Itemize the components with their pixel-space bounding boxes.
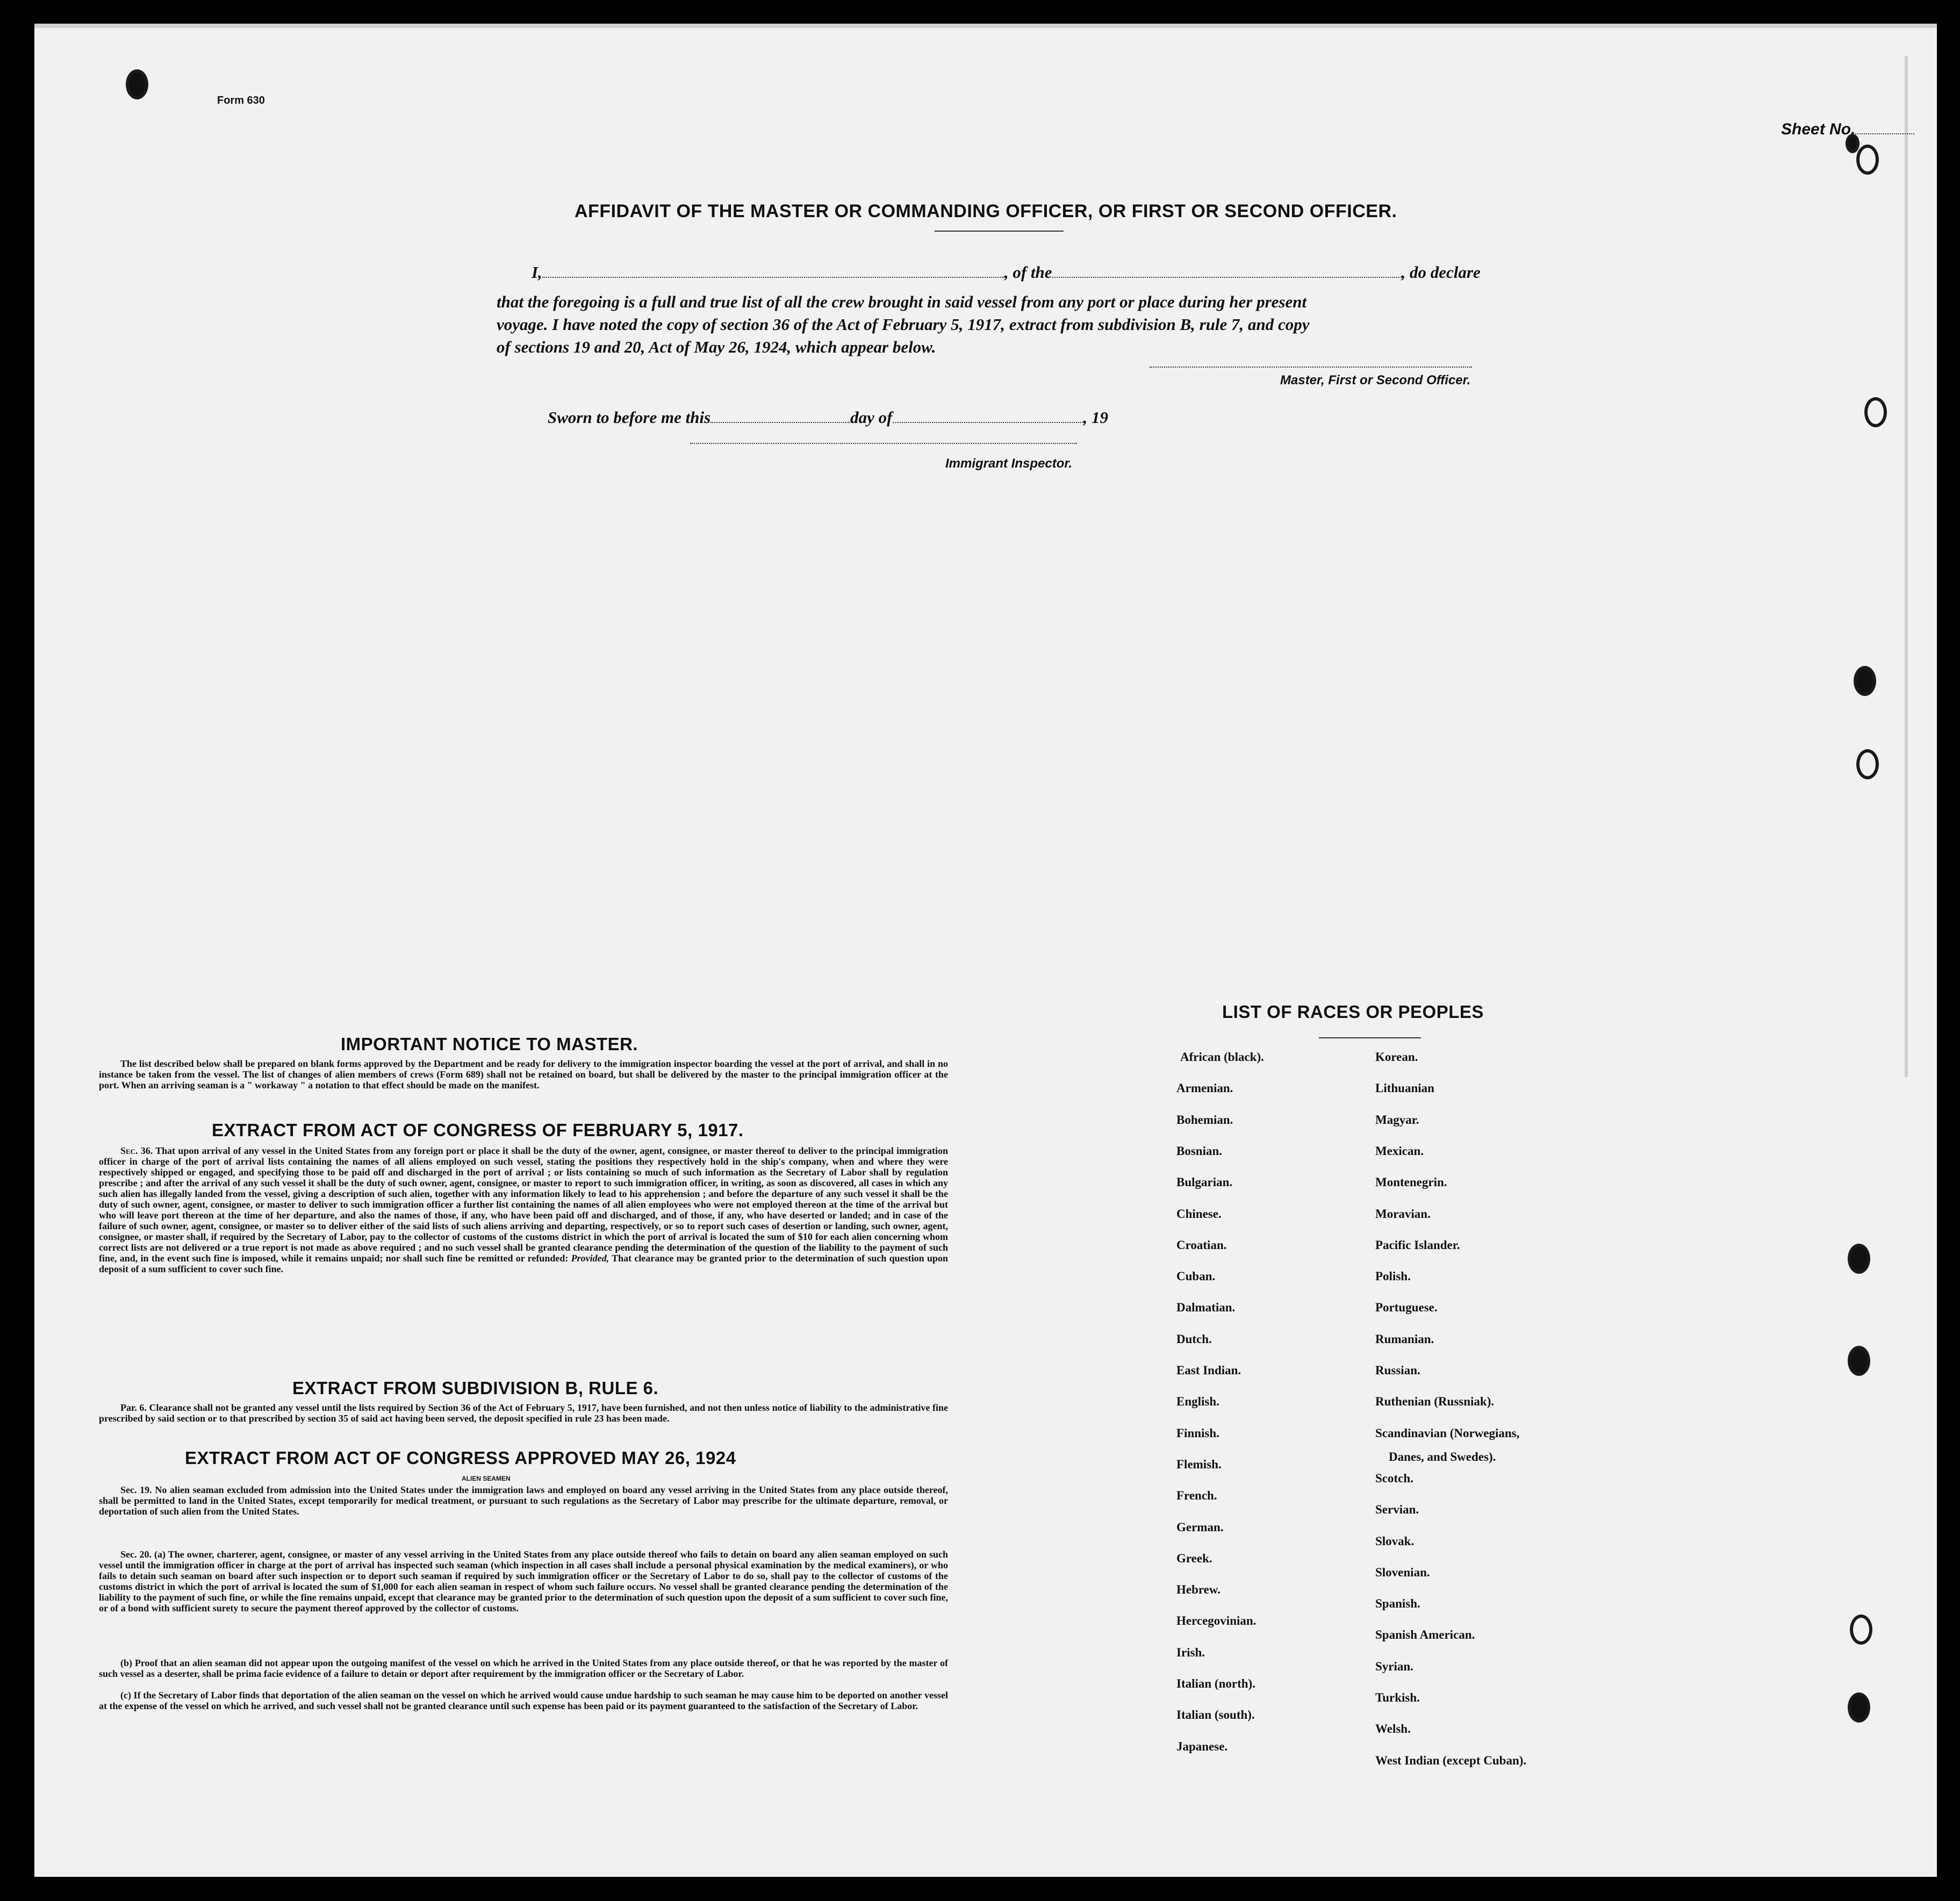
punch-hole xyxy=(1848,1346,1870,1376)
race-item: Slovak. xyxy=(1375,1534,1415,1548)
punch-hole xyxy=(1854,666,1876,696)
punch-hole xyxy=(126,69,148,99)
extract-1924-sec19: Sec. 19. No alien seaman excluded from admission into the United States under the immigration laws and employed on board any vessel arriving in the United States from any place outside thereof, shall be permitted to land in the United States, except temporarily for medical treatment, or pursuant to such regulations as the Secretary of Labor may prescribe for the ultimate departure, removal, or deportation of such alien from the United States. xyxy=(99,1484,948,1517)
race-item: Dutch. xyxy=(1176,1332,1212,1346)
affidavit-line-4: of sections 19 and 20, Act of May 26, 1924, which appear below. xyxy=(497,338,936,356)
races-title: LIST OF RACES OR PEOPLES xyxy=(1222,1002,1484,1022)
race-item: Cuban. xyxy=(1176,1269,1216,1283)
affidavit-line-2: that the foregoing is a full and true list of all the crew brought in said vessel from any port or place during her present xyxy=(497,292,1307,311)
affidavit-title: AFFIDAVIT OF THE MASTER OR COMMANDING OFFICER, OR FIRST OR SECOND OFFICER. xyxy=(575,201,1397,221)
races-title-rule xyxy=(1319,1037,1421,1038)
document-sheet xyxy=(34,24,1937,1877)
punch-hole xyxy=(1850,1615,1872,1645)
race-item: Hercegovinian. xyxy=(1176,1614,1257,1628)
race-item: West Indian (except Cuban). xyxy=(1375,1753,1527,1767)
race-item: Slovenian. xyxy=(1375,1565,1430,1579)
signature-line xyxy=(1150,367,1472,368)
extract-1924-sec20a: Sec. 20. (a) The owner, charterer, agent, consignee, or master of any vessel arriving in the United States from any place outside thereof who fails to detain on board any alien seaman employed on such vessel until the immigration officer in charge at the port of arrival has inspected such seaman (which inspection in all cases shall include a personal physical examination by the medical examiners), or who fails to detain such seaman on board after such inspection or to deport such seaman if required by such immigration officer or the Secretary of Labor to do so, shall pay to the collector of customs of the customs district in which the port of arrival is located the sum of $1,000 for each alien seaman in respect of whom such failure occurs. No vessel shall be granted clearance pending the determination of the liability to the payment of such fine, or while the fine remains unpaid, except that clearance may be granted prior to the determination of such question upon the deposit of a sum sufficient to cover such fine, or of a bond with sufficient surety to secure the payment thereof approved by the collector of customs. xyxy=(99,1549,948,1613)
race-item: Rumanian. xyxy=(1375,1332,1434,1346)
race-item: Moravian. xyxy=(1375,1207,1431,1221)
sheet-number: Sheet No. xyxy=(1781,120,1914,139)
extract-rule6-title: EXTRACT FROM SUBDIVISION B, RULE 6. xyxy=(292,1378,659,1398)
sworn-date-blank[interactable] xyxy=(710,422,850,423)
race-item: Montenegrin. xyxy=(1375,1175,1447,1189)
race-item: Portuguese. xyxy=(1375,1301,1438,1315)
race-item: Bulgarian. xyxy=(1176,1175,1233,1189)
race-item: Irish. xyxy=(1176,1645,1205,1659)
extract-1924-subtitle: ALIEN SEAMEN xyxy=(462,1475,511,1482)
notice-body: The list described below shall be prepared on blank forms approved by the Department and be ready for delivery to the immigration inspector boarding the vessel at the port of arrival, and shall in no instance be taken from the vessel. The list of changes of alien members of crews (Form 689) shall not be retained on board, but shall be delivered by the master to the principal immigration officer at the port. When an arriving seaman is a " workaway " a notation to that effect should be made on the manifest. xyxy=(99,1058,948,1091)
race-item: Hebrew. xyxy=(1176,1583,1220,1597)
race-item: English. xyxy=(1176,1395,1219,1409)
race-item: Lithuanian xyxy=(1375,1081,1434,1095)
extract-rule6-body: Par. 6. Clearance shall not be granted any vessel until the lists required by Section 36 of the Act of February 5, 1917, have been furnished, and not then unless notice of liability to the administrative fine prescribed by said section or to that prescribed by section 35 of said act having been served, the deposit specified in rule 23 has been made. xyxy=(99,1402,948,1424)
race-item: Dalmatian. xyxy=(1176,1301,1236,1315)
race-item: French. xyxy=(1176,1489,1217,1503)
race-item: Flemish. xyxy=(1176,1457,1222,1471)
race-item: Korean. xyxy=(1375,1050,1418,1064)
extract-1917-title: EXTRACT FROM ACT OF CONGRESS OF FEBRUARY 5, 1917. xyxy=(212,1120,744,1140)
name-blank[interactable] xyxy=(542,277,1004,278)
race-item: Polish. xyxy=(1375,1269,1411,1283)
punch-hole xyxy=(1848,1692,1870,1723)
race-item: Armenian. xyxy=(1176,1081,1233,1095)
race-item: Magyar. xyxy=(1375,1113,1419,1127)
race-item: Ruthenian (Russniak). xyxy=(1375,1395,1495,1409)
race-item: Russian. xyxy=(1375,1364,1420,1377)
race-item: Servian. xyxy=(1375,1503,1419,1517)
race-item: Spanish. xyxy=(1375,1597,1420,1611)
affidavit-line-3: voyage. I have noted the copy of section 36 of the Act of February 5, 1917, extract from subdivision B, rule 7, and copy xyxy=(497,315,1310,334)
race-item: Bohemian. xyxy=(1176,1113,1233,1127)
race-item: Syrian. xyxy=(1375,1659,1413,1673)
punch-hole xyxy=(1864,397,1887,427)
sheet-edge-top xyxy=(34,24,1937,28)
race-item: German. xyxy=(1176,1520,1224,1534)
sheet-edge-right xyxy=(1905,56,1908,1077)
notice-title: IMPORTANT NOTICE TO MASTER. xyxy=(341,1034,638,1054)
race-item: Mexican. xyxy=(1375,1144,1424,1158)
sworn-line: Sworn to before me this day of , 19 xyxy=(548,408,1108,427)
race-item: Turkish. xyxy=(1375,1691,1420,1704)
race-item: Italian (north). xyxy=(1176,1677,1255,1690)
race-item: Italian (south). xyxy=(1176,1708,1255,1722)
sworn-month-blank[interactable] xyxy=(893,422,1083,423)
race-item: Chinese. xyxy=(1176,1207,1222,1221)
title-rule xyxy=(935,231,1064,232)
race-item: Japanese. xyxy=(1176,1739,1228,1753)
race-item: East Indian. xyxy=(1176,1364,1241,1377)
signature-label: Master, First or Second Officer. xyxy=(1280,373,1471,388)
race-item: Spanish American. xyxy=(1375,1628,1475,1642)
race-item-continuation: Danes, and Swedes). xyxy=(1389,1450,1496,1464)
vessel-blank[interactable] xyxy=(1052,277,1402,278)
extract-1924-sec20c: (c) If the Secretary of Labor finds that deportation of the alien seaman on the vessel on which he arrived would cause undue hardship to such seaman he may cause him to be deported on another vessel at the expense of the vessel on which he arrived, and such vessel shall not be granted clearance until such expense has been paid or its payment guaranteed to the satisfaction of the Secretary of Labor. xyxy=(99,1690,948,1711)
race-item: Welsh. xyxy=(1375,1722,1411,1736)
race-item: Scandinavian (Norwegians, xyxy=(1375,1426,1520,1440)
punch-hole xyxy=(1848,1244,1870,1274)
race-item: Finnish. xyxy=(1176,1426,1219,1440)
inspector-line xyxy=(690,443,1077,444)
race-item: African (black). xyxy=(1180,1050,1264,1064)
extract-1917-body: Sec. 36. That upon arrival of any vessel in the United States from any foreign port or place it shall be the duty of the owner, agent, consignee, or master thereof to deliver to the principal immigration officer in charge of the port of arrival lists containing the names of all aliens employed on such vessel, stating the positions they respectively hold in the ship's company, when and where they were respectively shipped or engaged, and specifying those to be paid off and discharged in the port of arrival ; or lists containing so much of such information as the Secretary of Labor shall by regulation prescribe ; and after the arrival of any such vessel it shall be the duty of such owner, agent, consignee, or master to report to such immigration officer, in writing, as soon as discovered, all cases in which any such alien has illegally landed from the vessel, giving a description of such alien, together with any information likely to lead to his apprehension ; and before the departure of any such vessel it shall be the duty of such owner, agent, consignee, or master to deliver to such immigration officer a further list containing the names of all alien employees who were not employed thereon at the time of the arrival but who will leave port thereon at the time of her departure, and also the names of those, if any, who have been paid off and discharged, and of those, if any, who have deserted or landed; and in case of the failure of such owner, agent, consignee, or master so to deliver either of the said lists of such aliens arriving and departing, respectively, or so to report such cases of desertion or landing, such owner, agent, consignee, or master shall, if required by the Secretary of Labor, pay to the collector of customs of the customs district in which the port of arrival is located the sum of $10 for each alien concerning whom correct lists are not delivered or a true report is not made as above required ; and no such vessel shall be granted clearance pending the determination of the question of the liability to the payment of such fine, and, in the event such fine is imposed, while it remains unpaid; nor shall such fine be remitted or refunded: Provided, That clearance may be granted prior to the determination of such question upon deposit of a sum sufficient to cover such fine. xyxy=(99,1145,948,1274)
form-number: Form 630 xyxy=(217,95,265,106)
punch-hole xyxy=(1856,749,1879,779)
extract-1924-title: EXTRACT FROM ACT OF CONGRESS APPROVED MAY 26, 1924 xyxy=(185,1448,736,1468)
affidavit-line-1: I, , of the , do declare xyxy=(532,263,1481,282)
race-item: Bosnian. xyxy=(1176,1144,1223,1158)
race-item: Croatian. xyxy=(1176,1238,1227,1252)
race-item: Greek. xyxy=(1176,1551,1212,1565)
extract-1924-sec20b: (b) Proof that an alien seaman did not appear upon the outgoing manifest of the vessel on which he arrived in the United States from any place outside thereof, or that he was reported by the master of such vessel as a deserter, shall be prima facie evidence of a failure to detain or deport after requirement by the immigration officer or the Secretary of Labor. xyxy=(99,1658,948,1679)
race-item: Scotch. xyxy=(1375,1471,1413,1485)
inspector-label: Immigrant Inspector. xyxy=(945,456,1073,471)
punch-hole xyxy=(1856,145,1879,175)
race-item: Pacific Islander. xyxy=(1375,1238,1460,1252)
